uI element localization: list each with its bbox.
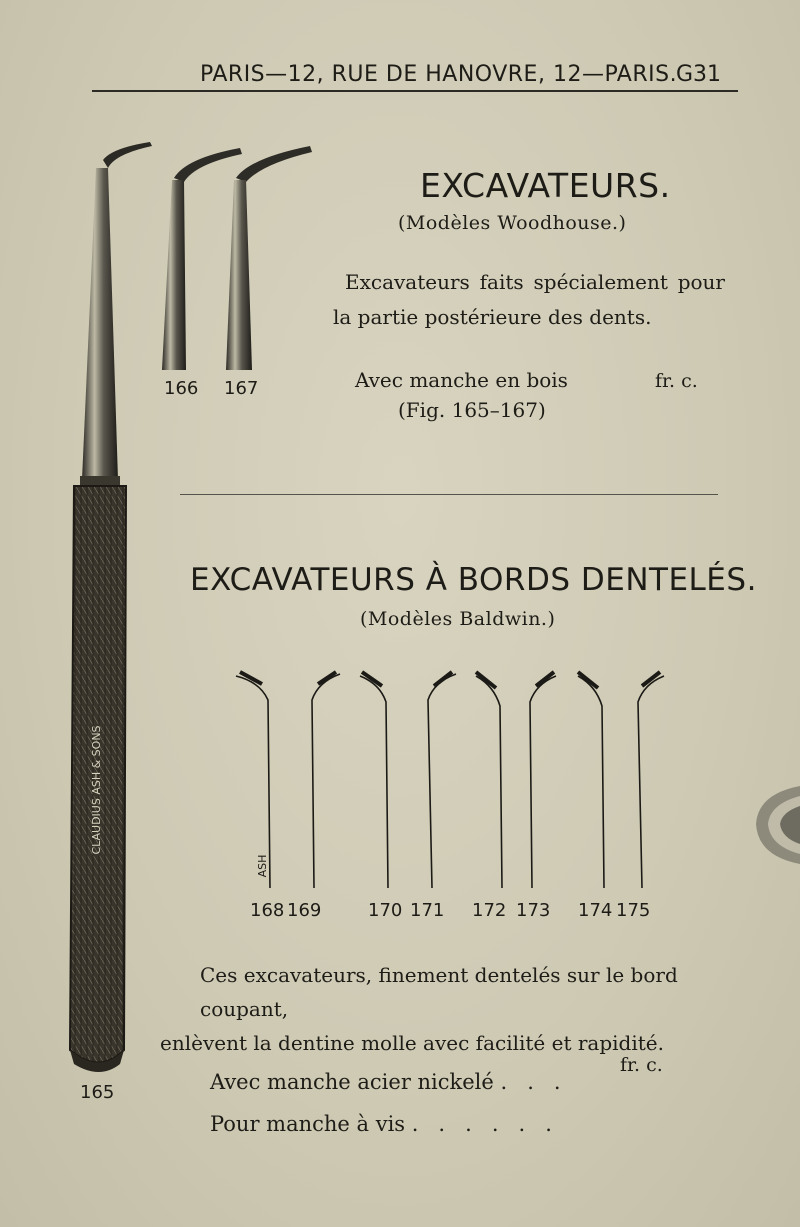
- figure-number-165: 165: [80, 1082, 115, 1103]
- desc-word: pour: [677, 270, 725, 294]
- section1-title: EXCAVATEURS.: [420, 166, 671, 205]
- handle-165-illustration: [70, 142, 152, 1072]
- instrument-167-illustration: [226, 146, 312, 370]
- section2-price-unit: fr. c.: [620, 1054, 663, 1076]
- figure-number-175: 175: [616, 900, 651, 921]
- section2-manche-vis: Pour manche à vis . . . . . .: [210, 1112, 552, 1136]
- page-number: G31: [676, 62, 722, 87]
- desc-word: spécialement: [533, 270, 668, 294]
- section2-description: [160, 958, 720, 1060]
- figure-number-170: 170: [368, 900, 403, 921]
- desc-word: faits: [479, 270, 524, 294]
- figure-number-174: 174: [578, 900, 613, 921]
- header-address: PARIS—12, RUE DE HANOVRE, 12—PARIS.: [200, 62, 678, 87]
- section2-subtitle: (Modèles Baldwin.): [360, 608, 556, 630]
- baldwin-excavators-illustration: [236, 672, 664, 888]
- ash-stamp: ASH: [256, 854, 269, 878]
- section2-title: EXCAVATEURS À BORDS DENTELÉS.: [190, 562, 757, 598]
- figure-number-166: 166: [164, 378, 199, 399]
- section1-figure-ref: (Fig. 165–167): [398, 398, 546, 422]
- figure-number-173: 173: [516, 900, 551, 921]
- desc-word: Excavateurs: [345, 270, 470, 294]
- section2-desc-line2: enlèvent la dentine molle avec facilité et rapidité.: [160, 1031, 664, 1055]
- maker-stamp: CLAUDIUS ASH & SONS: [90, 725, 103, 855]
- section1-desc-line1: [345, 270, 725, 294]
- figure-number-168: 168: [250, 900, 285, 921]
- figure-number-167: 167: [224, 378, 259, 399]
- section2-manche-acier: Avec manche acier nickelé . . .: [210, 1070, 561, 1094]
- section-divider: [180, 494, 718, 495]
- figure-number-169: 169: [287, 900, 322, 921]
- section1-desc-line2: la partie postérieure des dents.: [333, 305, 652, 329]
- section2-desc-line1: Ces excavateurs, finement dentelés sur le bord coupant,: [200, 963, 678, 1021]
- section1-price-unit: fr. c.: [655, 370, 698, 392]
- section1-subtitle: (Modèles Woodhouse.): [398, 212, 627, 234]
- figure-number-171: 171: [410, 900, 445, 921]
- section1-manche: Avec manche en bois: [355, 368, 568, 392]
- figure-number-172: 172: [472, 900, 507, 921]
- edge-object-illustration: [748, 780, 800, 870]
